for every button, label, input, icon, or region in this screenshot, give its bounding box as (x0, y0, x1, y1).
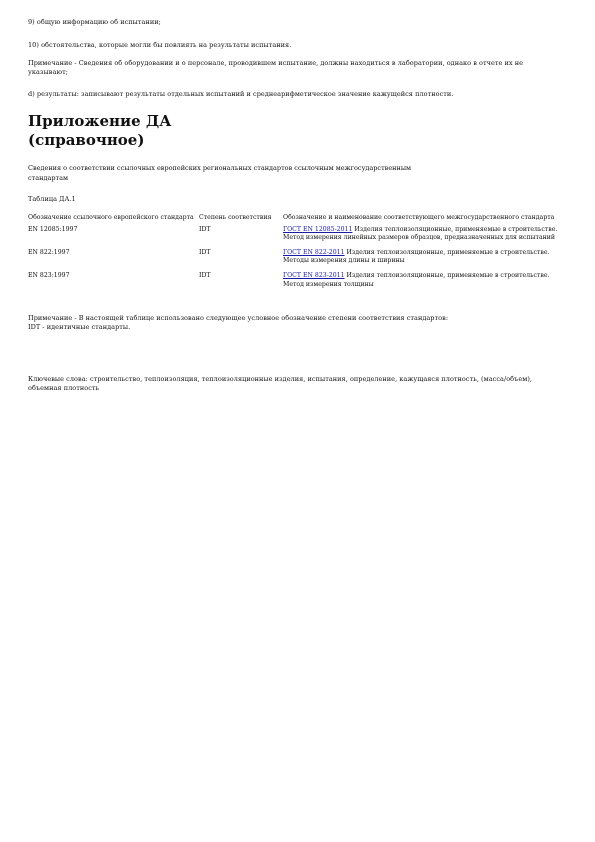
paragraph-10: 10) обстоятельства, которые могли бы повлиять на результаты испытания. (28, 41, 292, 49)
table-row (28, 249, 558, 272)
cell-standard: EN 12085:1997 (28, 225, 78, 233)
table-header-row (28, 214, 558, 226)
gost-title: Изделия теплоизоляционные, применяемые в строительстве. Метод измерения толщины (283, 271, 550, 288)
cell-gost (283, 249, 558, 272)
keywords: Ключевые слова: строительство, теплоизоляция, теплоизоляционные изделия, испытания, определение, кажущаяся плотность, (масса/объем), объемная плотность (28, 375, 533, 392)
appendix-title-line1: Приложение ДА (28, 112, 172, 130)
header-interstate-standard: Обозначение и наименование соответствующего межгосударственного стандарта (283, 214, 555, 221)
header-degree: Степень соответствия (199, 214, 272, 221)
table-note-line2: IDT - идентичные стандарты. (28, 323, 131, 331)
cell-degree: IDT (199, 248, 211, 256)
cell-gost (283, 226, 558, 249)
paragraph-d: d) результаты: записывают результаты отдельных испытаний и среднеарифметическое значение кажущейся плотности. (28, 90, 454, 98)
cell-degree: IDT (199, 271, 211, 279)
paragraph-9: 9) общую информацию об испытании; (28, 18, 161, 26)
cell-gost (283, 272, 558, 295)
cell-standard: EN 823:1997 (28, 271, 70, 279)
cell-standard: EN 822:1997 (28, 248, 70, 256)
gost-title: Изделия теплоизоляционные, применяемые в строительстве. Методы измерения длины и ширины (283, 248, 550, 265)
gost-link[interactable]: ГОСТ EN 12085-2011 (283, 225, 353, 233)
gost-link[interactable]: ГОСТ EN 822-2011 (283, 248, 345, 256)
gost-link[interactable]: ГОСТ EN 823-2011 (283, 271, 345, 279)
appendix-title-line2: (справочное) (28, 131, 145, 149)
appendix-title (28, 112, 171, 150)
table-row (28, 226, 558, 249)
table-row (28, 272, 558, 295)
table-note-line1: Примечание - В настоящей таблице использовано следующее условное обозначение степени соответствия стандартов: (28, 314, 449, 322)
header-european-standard: Обозначение ссылочного европейского стандарта (28, 214, 194, 221)
gost-title: Изделия теплоизоляционные, применяемые в строительстве. Метод измерения линейных размеров образцов, предназначенных для испытаний (283, 225, 558, 242)
correspondence-table (28, 214, 558, 295)
table-label: Таблица ДА.1 (28, 195, 76, 203)
cell-degree: IDT (199, 225, 211, 233)
note-equipment: Примечание - Сведения об оборудовании и о персонале, проводившем испытание, должны находиться в лаборатории, однако в отчете их не указывают; (28, 59, 524, 76)
appendix-intro: Сведения о соответствии ссылочных европейских региональных стандартов ссылочным межгосударственным стандартам (28, 164, 412, 182)
